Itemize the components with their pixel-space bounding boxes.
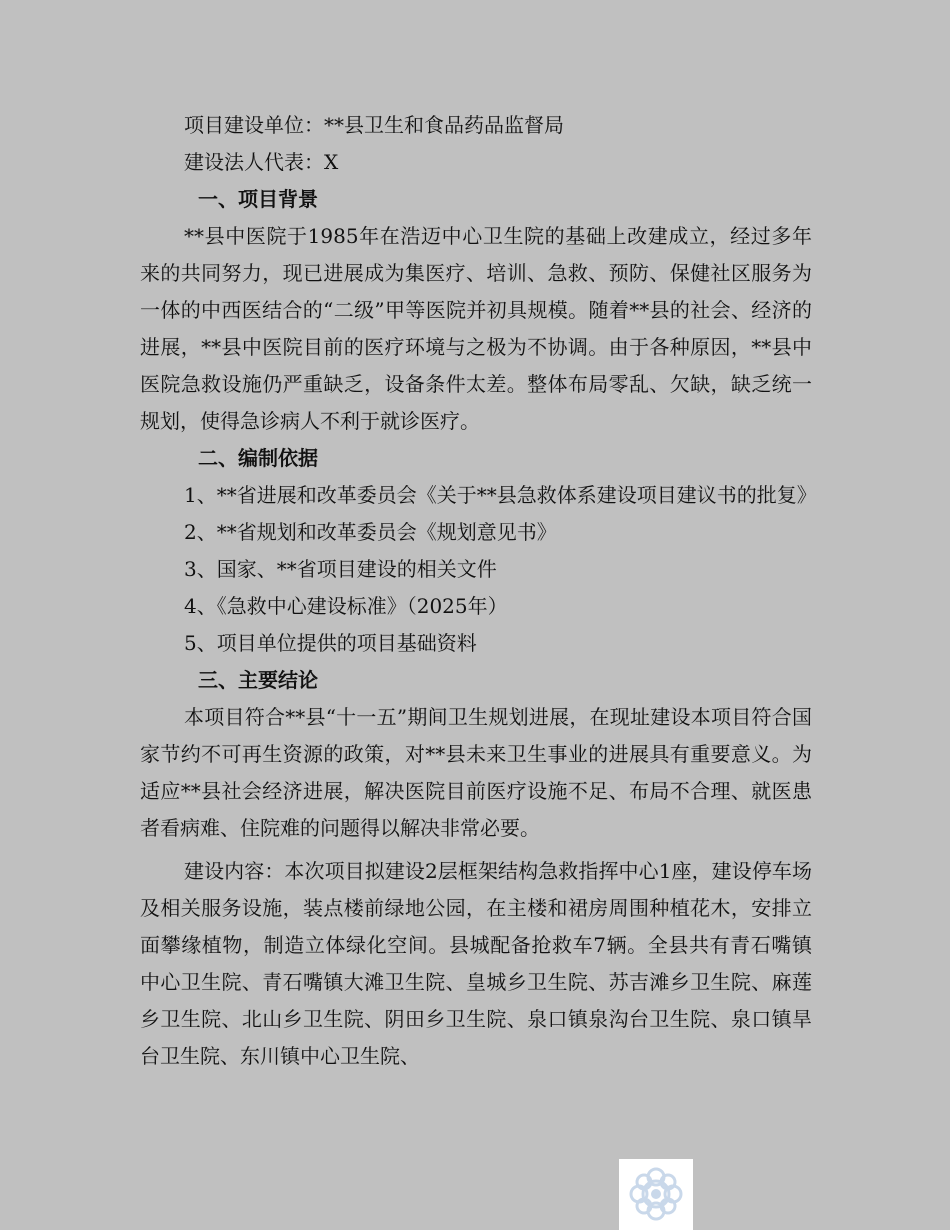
basis-item-5: 5、项目单位提供的项目基础资料 [184,631,477,655]
construction-content-paragraph: 建设内容：本次项目拟建设2层框架结构急救指挥中心1座，建设停车场及相关服务设施，装点楼前绿地公园，在主楼和裙房周围种植花木，安排立面攀缘植物，制造立体绿化空间。县城配备抢救车7辆。全县共有青石嘴镇中心卫生院、青石嘴镇大滩卫生院、皇城乡卫生院、苏吉滩乡卫生院、麻莲乡卫生院、北山乡卫生院、阴田乡卫生院、泉口镇泉沟台卫生院、泉口镇旱台卫生院、东川镇中心卫生院、 [140,859,812,1068]
basis-item-2: 2、**省规划和改革委员会《规划意见书》 [184,520,557,544]
ornament-logo-icon [619,1159,693,1230]
ornament-logo-graphic [619,1159,693,1230]
section-heading-basis: 二、编制依据 [198,446,318,470]
legal-representative-line: 建设法人代表：X [184,150,339,174]
section-heading-background: 一、项目背景 [198,187,318,211]
background-paragraph: **县中医院于1985年在浩迈中心卫生院的基础上改建成立，经过多年来的共同努力，现已进展成为集医疗、培训、急救、预防、保健社区服务为一体的中西医结合的“二级”甲等医院并初具规模。随着**县的社会、经济的进展，**县中医院目前的医疗环境与之极为不协调。由于各种原因，**县中医院急救设施仍严重缺乏，设备条件太差。整体布局零乱、欠缺，缺乏统一规划，使得急诊病人不利于就诊医疗。 [140,224,812,433]
basis-item-3: 3、国家、**省项目建设的相关文件 [184,557,497,581]
document-body [140,107,817,1075]
section-heading-conclusions: 三、主要结论 [198,668,318,692]
basis-item-4: 4、《急救中心建设标准》（2025年） [184,594,508,618]
conclusion-paragraph: 本项目符合**县“十一五”期间卫生规划进展，在现址建设本项目符合国家节约不可再生资源的政策，对**县未来卫生事业的进展具有重要意义。为适应**县社会经济进展，解决医院目前医疗设施不足、布局不合理、就医患者看病难、住院难的问题得以解决非常必要。 [140,705,812,840]
basis-item-1: 1、**省进展和改革委员会《关于**县急救体系建设项目建议书的批复》 [184,483,817,507]
construction-unit-line: 项目建设单位：**县卫生和食品药品监督局 [184,113,564,137]
